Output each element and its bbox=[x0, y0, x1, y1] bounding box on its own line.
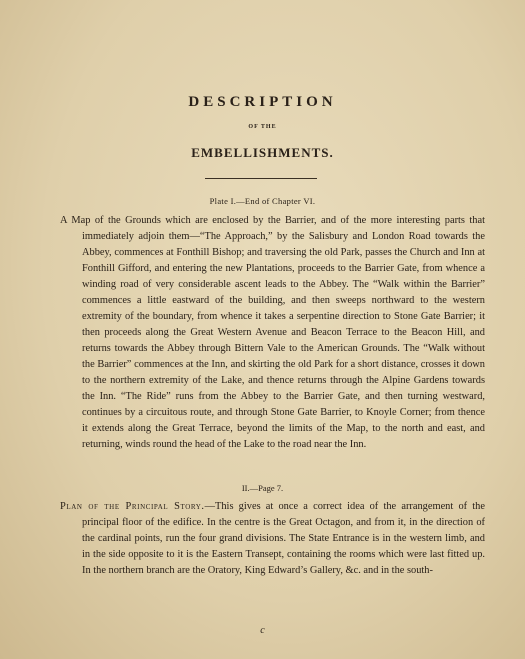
section-two-heading: II.—Page 7. bbox=[241, 483, 284, 493]
plan-description bbox=[60, 499, 485, 579]
signature-mark: c bbox=[260, 625, 265, 636]
plate-one-paragraph: A Map of the Grounds which are enclosed by the Barrier, and of the more interesting parts that immediately adjoin them—“The Approach,” by the Salisbury and London Road towards the Abbey, commences at Fonthill Bishop; and traversing the old Park, passes the Church and Inn at Fonthill Gifford, and entering the new Plantations, proceeds to the Barrier Gate, from whence a winding road of very considerable ascent leads to the Abbey. The “Walk within the Barrier” commences a little eastward of the building, and then sweeps northward to the western extremity of the boundary, from whence it takes a serpentine direction to Stone Gate Barrier; it then proceeds along the Great Western Avenue and Beacon Terrace to the Beacon Hill, and returns towards the Abbey through Bittern Vale to the American Grounds. The “Walk without the Barrier” commences at the Inn, and skirting the old Park for a short distance, crosses it down to the northern extremity of the Lake, and thence returns through the Alpine Gardens towards the Inn. “The Ride” runs from the Abbey to the Barrier Gate, and then turning westward, continues by a circuitous route, and through Stone Gate Barrier, to Knoyle Corner; from thence it extends along the Great Terrace, beyond the limits of the Map, to the north and east, and returning, winds round the head of the Lake to the road near the Inn. bbox=[60, 215, 485, 450]
page-subtitle: EMBELLISHMENTS. bbox=[191, 145, 334, 160]
plan-text: —This gives at once a correct idea of the arrangement of the principal floor of the edifice. In the centre is the Great Octagon, and from it, in the direction of the cardinal points, run the four grand divisions. The State Entrance is in the western limb, and in the side opposite to it is the Eastern Transept, containing the rooms which were last fitted up. In the northern branch are the Oratory, King Edward’s Gallery, &c. and in the south- bbox=[82, 501, 485, 576]
plan-paragraph bbox=[60, 499, 485, 579]
page-title: DESCRIPTION bbox=[188, 94, 337, 110]
title-connector: OF THE bbox=[248, 124, 277, 130]
plan-lead: Plan of the Principal Story. bbox=[60, 501, 205, 512]
plate-heading: Plate I.—End of Chapter VI. bbox=[209, 196, 316, 206]
title-rule-divider bbox=[205, 178, 317, 179]
plate-one-description bbox=[60, 213, 485, 453]
